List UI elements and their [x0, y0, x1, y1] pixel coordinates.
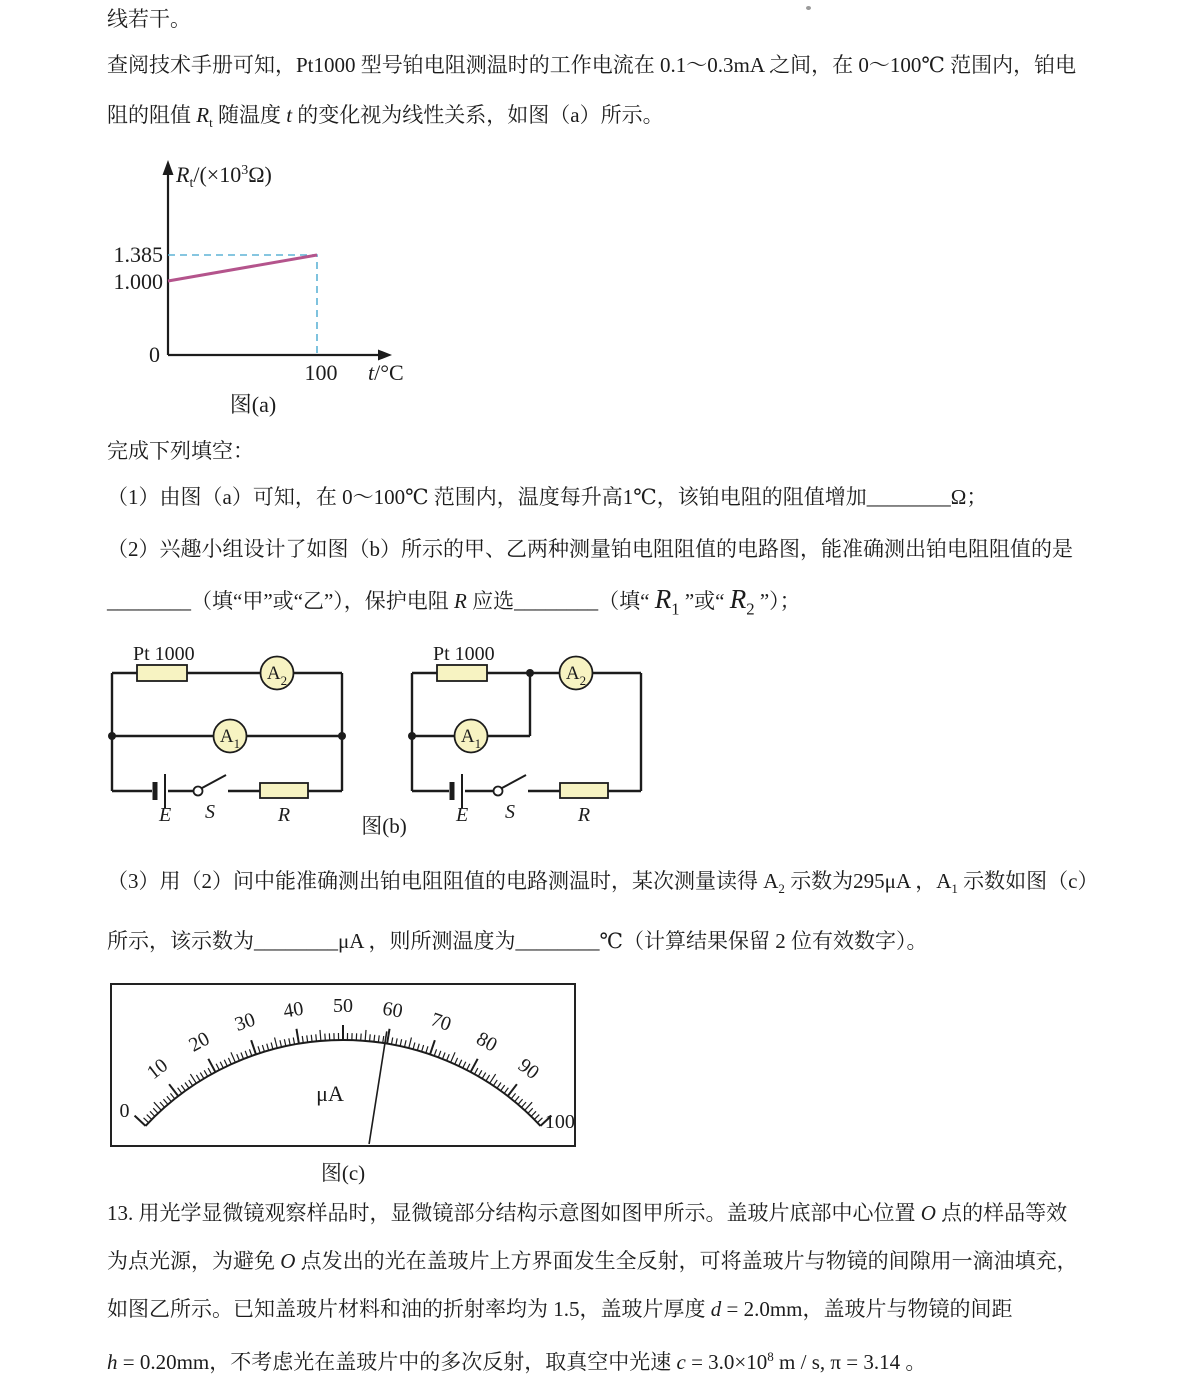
pt1000-resistor — [137, 665, 187, 681]
x-axis-arrow — [378, 350, 392, 361]
junction-dot — [408, 732, 416, 740]
figure-b-circuits — [95, 635, 660, 843]
battery-label: E — [456, 804, 469, 826]
section-title: 完成下列填空： — [107, 439, 254, 463]
y-tick-1385: 1.385 — [113, 242, 163, 267]
intro-line: 线若干。 — [107, 7, 191, 31]
svg-text:70: 70 — [427, 1008, 454, 1036]
junction-dot — [338, 732, 346, 740]
q13-line-2: 为点光源，为避免 O 点发出的光在盖玻片上方界面发生全反射，可将盖玻片与物镜的间隙用一滴油填充， — [107, 1249, 1078, 1273]
item-3-line-2: 所示，该示数为________μA ，则所测温度为________℃（计算结果保留 2 位有效数字）。 — [107, 929, 928, 953]
svg-text:40: 40 — [281, 997, 306, 1023]
battery-label: E — [159, 804, 172, 826]
junction-dot — [108, 732, 116, 740]
switch-pivot — [194, 787, 203, 796]
switch-lever — [502, 775, 526, 788]
svg-text:0: 0 — [119, 1099, 130, 1122]
ammeter-a2-label: $A_2$ — [266, 663, 288, 688]
scan-speck — [806, 6, 811, 10]
svg-text:20: 20 — [185, 1027, 214, 1057]
pt1000-label: Pt 1000 — [133, 643, 195, 665]
x-tick-100: 100 — [304, 360, 338, 385]
circuit-jia — [108, 643, 346, 826]
y-tick-1000: 1.000 — [113, 269, 163, 294]
svg-text:100: 100 — [544, 1110, 575, 1133]
meter-unit-label: μA — [316, 1081, 344, 1106]
item-2-line-2: ________（填“甲”或“乙”），保护电阻 R 应选________（填“ $R_1$ ”或“ $R_2$ ”）； — [107, 584, 801, 619]
data-line — [168, 255, 317, 281]
paragraph-line-2: 阻的阻值 $R_t$ 随温度 t 的变化视为线性关系，如图（a）所示。 — [107, 103, 664, 131]
q13-line-4: h = 0.20mm，不考虑光在盖玻片中的多次反射，取真空中光速 $c = 3.0\times 10^8$ m / s, π = 3.14 。 — [107, 1349, 927, 1374]
figure-a-caption: 图(a) — [229, 392, 277, 417]
y-axis-arrow — [163, 160, 174, 175]
ammeter-a1-label: $A_1$ — [219, 726, 241, 751]
svg-text:10: 10 — [142, 1054, 173, 1084]
pt1000-label: Pt 1000 — [433, 643, 495, 665]
svg-text:60: 60 — [380, 997, 405, 1023]
circuit-yi — [408, 643, 641, 826]
ammeter-a2-label: $A_2$ — [565, 663, 587, 688]
wires — [412, 673, 641, 791]
switch-label: S — [505, 801, 515, 823]
svg-text:90: 90 — [513, 1054, 544, 1084]
paragraph-line-1: 查阅技术手册可知，Pt1000 型号铂电阻测温时的工作电流在 0.1～0.3mA 之间，在 0～100℃ 范围内，铂电 — [107, 53, 1077, 77]
switch-label: S — [205, 801, 215, 823]
junction-dot — [526, 669, 534, 677]
q13-line-1: 13. 用光学显微镜观察样品时，显微镜部分结构示意图如图甲所示。盖玻片底部中心位置 O 点的样品等效 — [107, 1201, 1068, 1225]
pt1000-resistor — [437, 665, 487, 681]
svg-text:30: 30 — [232, 1008, 259, 1036]
item-1-text: （1）由图（a）可知，在 0～100℃ 范围内，温度每升高1℃，该铂电阻的阻值增加________Ω； — [107, 485, 988, 509]
ammeter-a1-label: $A_1$ — [460, 726, 482, 751]
q13-line-3: 如图乙所示。已知盖玻片材料和油的折射率均为 1.5，盖玻片厚度 d = 2.0mm，盖玻片与物镜的间距 — [107, 1297, 1013, 1321]
figure-c-caption: 图(c) — [320, 1161, 366, 1185]
y-axis-label: $R_t/(\times 10^3\Omega)$ — [176, 162, 272, 191]
svg-text:50: 50 — [333, 995, 353, 1017]
item-2-line-1: （2）兴趣小组设计了如图（b）所示的甲、乙两种测量铂电阻阻值的电路图，能准确测出铂电阻阻值的是 — [107, 537, 1073, 561]
protect-resistor — [560, 783, 608, 798]
item-3-line-1: （3）用（2）问中能准确测出铂电阻阻值的电路测温时，某次测量读得 $A_2$ 示数为295μA ，$A_1$ 示数如图（c） — [107, 869, 1099, 897]
switch-pivot — [494, 787, 503, 796]
dashed-guides — [168, 255, 317, 355]
resistor-label: R — [277, 804, 291, 826]
protect-resistor — [260, 783, 308, 798]
x-axis-label: t/°C — [368, 360, 404, 385]
origin-label: 0 — [149, 342, 160, 367]
resistor-label: R — [577, 804, 591, 826]
figure-b-caption: 图(b) — [361, 814, 407, 838]
svg-text:80: 80 — [472, 1027, 501, 1057]
switch-lever — [202, 775, 226, 788]
figure-c-meter — [110, 983, 576, 1147]
figure-a-graph — [100, 158, 420, 426]
